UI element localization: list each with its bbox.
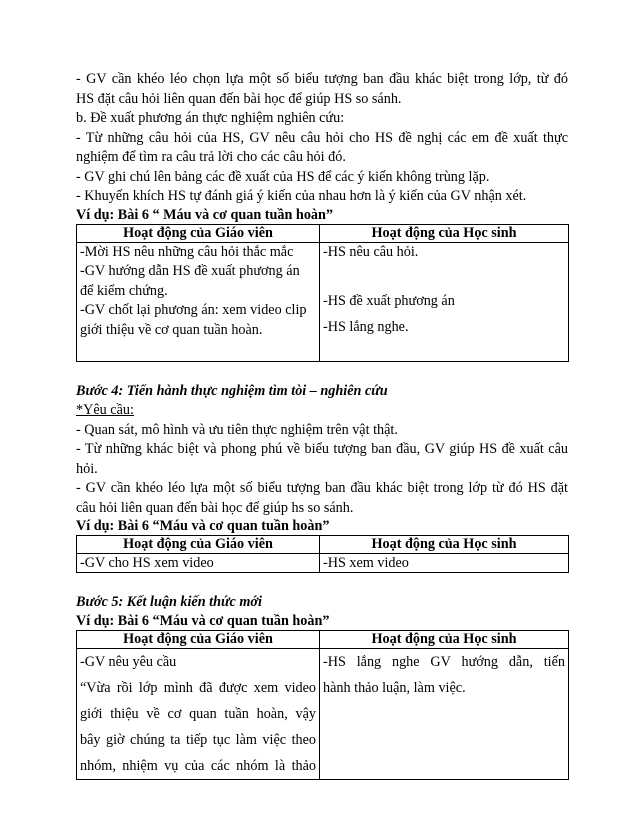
header-student: Hoạt động của Học sinh [320, 536, 569, 554]
teacher-cell: -GV cho HS xem video [77, 554, 320, 573]
header-teacher: Hoạt động của Giáo viên [77, 224, 320, 242]
cell-line: -GV hướng dẫn HS đề xuất phương án [80, 263, 300, 279]
cell-line: giới thiệu về cơ quan tuần hoàn. [80, 321, 263, 338]
teacher-cell [77, 242, 320, 361]
cell-line: bây giờ chúng ta tiếp tục làm việc theo [80, 731, 316, 748]
activity-table-2 [76, 535, 569, 573]
cell-line: -GV chốt lại phương án: xem video clip [80, 302, 307, 318]
student-cell [320, 242, 569, 361]
cell-line: để kiểm chứng. [80, 282, 168, 299]
activity-table-1 [76, 224, 569, 362]
requirement-label: *Yêu cầu: [76, 402, 134, 418]
paragraph-line: - GV cần khéo léo lựa một số biểu tượng ban đầu khác biệt trong lớp từ đó HS đặt [76, 480, 568, 496]
paragraph-line: - Quan sát, mô hình và ưu tiên thực nghiệm trên vật thật. [76, 421, 398, 438]
header-student: Hoạt động của Học sinh [320, 630, 569, 648]
cell-line: -HS lắng nghe. [323, 318, 409, 335]
teacher-cell [77, 648, 320, 779]
example-heading: Ví dụ: Bài 6 “Máu và cơ quan tuần hoàn” [76, 518, 330, 534]
step5-heading: Bước 5: Kết luận kiến thức mới [76, 594, 262, 610]
cell-line: “Vừa rồi lớp mình đã được xem video [80, 679, 316, 696]
step4-heading: Bước 4: Tiến hành thực nghiệm tìm tòi – nghiên cứu [76, 382, 388, 399]
paragraph-line: - GV ghi chú lên bảng các đề xuất của HS để các ý kiến không trùng lặp. [76, 168, 490, 185]
paragraph-line: câu hỏi liên quan đến bài học để giúp hs so sánh. [76, 499, 354, 516]
student-cell: -HS xem video [320, 554, 569, 573]
activity-table-3 [76, 630, 569, 780]
example-heading: Ví dụ: Bài 6 “ Máu và cơ quan tuần hoàn” [76, 206, 333, 223]
example-heading: Ví dụ: Bài 6 “Máu và cơ quan tuần hoàn” [76, 612, 330, 629]
cell-line: giới thiệu về cơ quan tuần hoàn, vậy [80, 705, 316, 722]
cell-line: -HS lắng nghe GV hướng dẫn, tiến [323, 653, 565, 670]
paragraph-line: hỏi. [76, 460, 98, 477]
cell-line: -HS nêu câu hỏi. [323, 243, 419, 260]
cell-line: hành thảo luận, làm việc. [323, 679, 466, 696]
paragraph-line: nghiệm để tìm ra câu trả lời cho các câu hỏi đó. [76, 149, 346, 165]
cell-line: -HS đề xuất phương án [323, 293, 455, 309]
paragraph-line: - GV cần khéo léo chọn lựa một số biểu tượng ban đầu khác biệt trong lớp, từ đó [76, 71, 568, 87]
header-teacher: Hoạt động của Giáo viên [77, 536, 320, 554]
paragraph-line: - Từ những câu hỏi của HS, GV nêu câu hỏi cho HS đề nghị các em đề xuất thực [76, 129, 568, 146]
cell-line: -GV nêu yêu cầu [80, 653, 177, 670]
paragraph-line: - Khuyến khích HS tự đánh giá ý kiến của nhau hơn là ý kiến của GV nhận xét. [76, 188, 527, 204]
subheading-b: b. Đề xuất phương án thực nghiệm nghiên cứu: [76, 110, 345, 126]
document-page [76, 70, 568, 780]
paragraph-line: - Từ những khác biệt và phong phú về biểu tượng ban đầu, GV giúp HS đề xuất câu [76, 441, 568, 457]
cell-line: -Mời HS nêu những câu hỏi thắc mắc [80, 243, 294, 260]
student-cell [320, 648, 569, 779]
header-student: Hoạt động của Học sinh [320, 224, 569, 242]
paragraph-line: HS đặt câu hỏi liên quan đến bài học để giúp HS so sánh. [76, 90, 402, 107]
cell-line: nhóm, nhiệm vụ của các nhóm là thảo [80, 757, 316, 774]
header-teacher: Hoạt động của Giáo viên [77, 630, 320, 648]
